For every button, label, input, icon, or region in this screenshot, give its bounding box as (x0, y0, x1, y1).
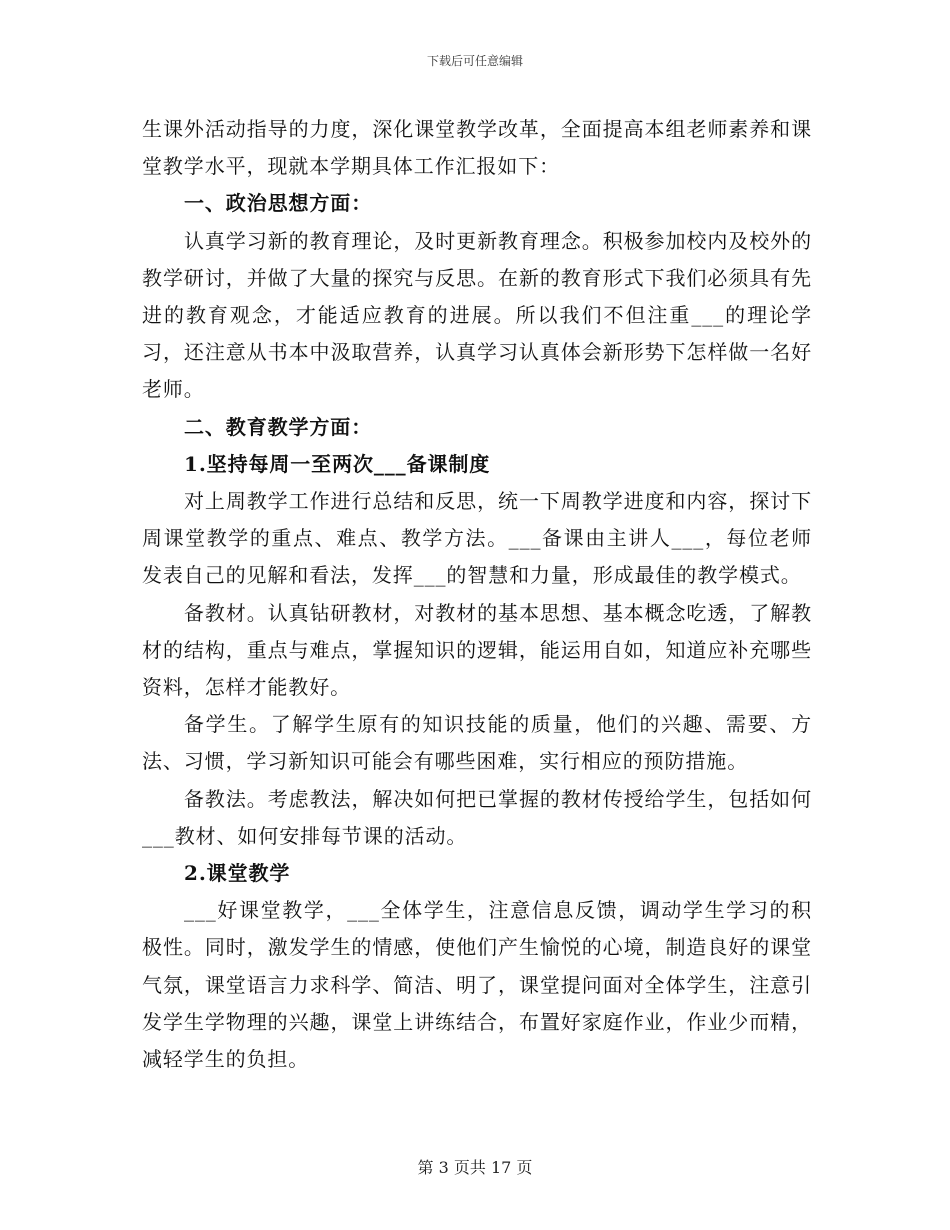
subheading-lesson-prep: 1.坚持每周一至两次___备课制度 (184, 451, 491, 476)
paragraph-politics: 认真学习新的教育理论，及时更新教育理念。积极参加校内及校外的教学研讨，并做了大量的探究与反思。在新的教育形式下我们必须具有先进的教育观念，才能适应教育的进展。所以我们不但注重___的理论学习，还注意从书本中汲取营养，认真学习认真体会新形势下怎样做一名好老师。 (142, 228, 812, 402)
paragraph-prep-methods: 备教法。考虑教法，解决如何把已掌握的教材传授给学生，包括如何___教材、如何安排每节课的活动。 (142, 786, 812, 848)
paragraph-intro: 生课外活动指导的力度，深化课堂教学改革，全面提高本组老师素养和课堂教学水平，现就本学期具体工作汇报如下： (142, 117, 812, 179)
paragraph-prep-students: 备学生。了解学生原有的知识技能的质量，他们的兴趣、需要、方法、习惯，学习新知识可能会有哪些困难，实行相应的预防措施。 (142, 712, 812, 774)
section-heading-teaching: 二、教育教学方面： (184, 414, 373, 439)
subheading-classroom: 2.课堂教学 (184, 861, 291, 886)
page-header: 下载后可任意编辑 (426, 54, 523, 68)
section-heading-politics: 一、政治思想方面： (184, 191, 373, 216)
page-footer: 第 3 页共 17 页 (417, 1158, 533, 1177)
paragraph-classroom: ___好课堂教学，___全体学生，注意信息反馈，调动学生学习的积极性。同时，激发学生的情感，使他们产生愉悦的心境，制造良好的课堂气氛，课堂语言力求科学、简洁、明了，课堂提问面对全体学生，注意引发学生学物理的兴趣，课堂上讲练结合，布置好家庭作业，作业少而精，减轻学生的负担。 (142, 898, 812, 1072)
document-body (142, 111, 812, 1078)
paragraph-prep-materials: 备教材。认真钻研教材，对教材的基本思想、基本概念吃透，了解教材的结构，重点与难点，掌握知识的逻辑，能运用自如，知道应补充哪些资料，怎样才能教好。 (142, 600, 812, 700)
paragraph-lesson-prep: 对上周教学工作进行总结和反思，统一下周教学进度和内容，探讨下周课堂教学的重点、难点、教学方法。___备课由主讲人___，每位老师发表自己的见解和看法，发挥___的智慧和力量，形成最佳的教学模式。 (142, 489, 812, 588)
